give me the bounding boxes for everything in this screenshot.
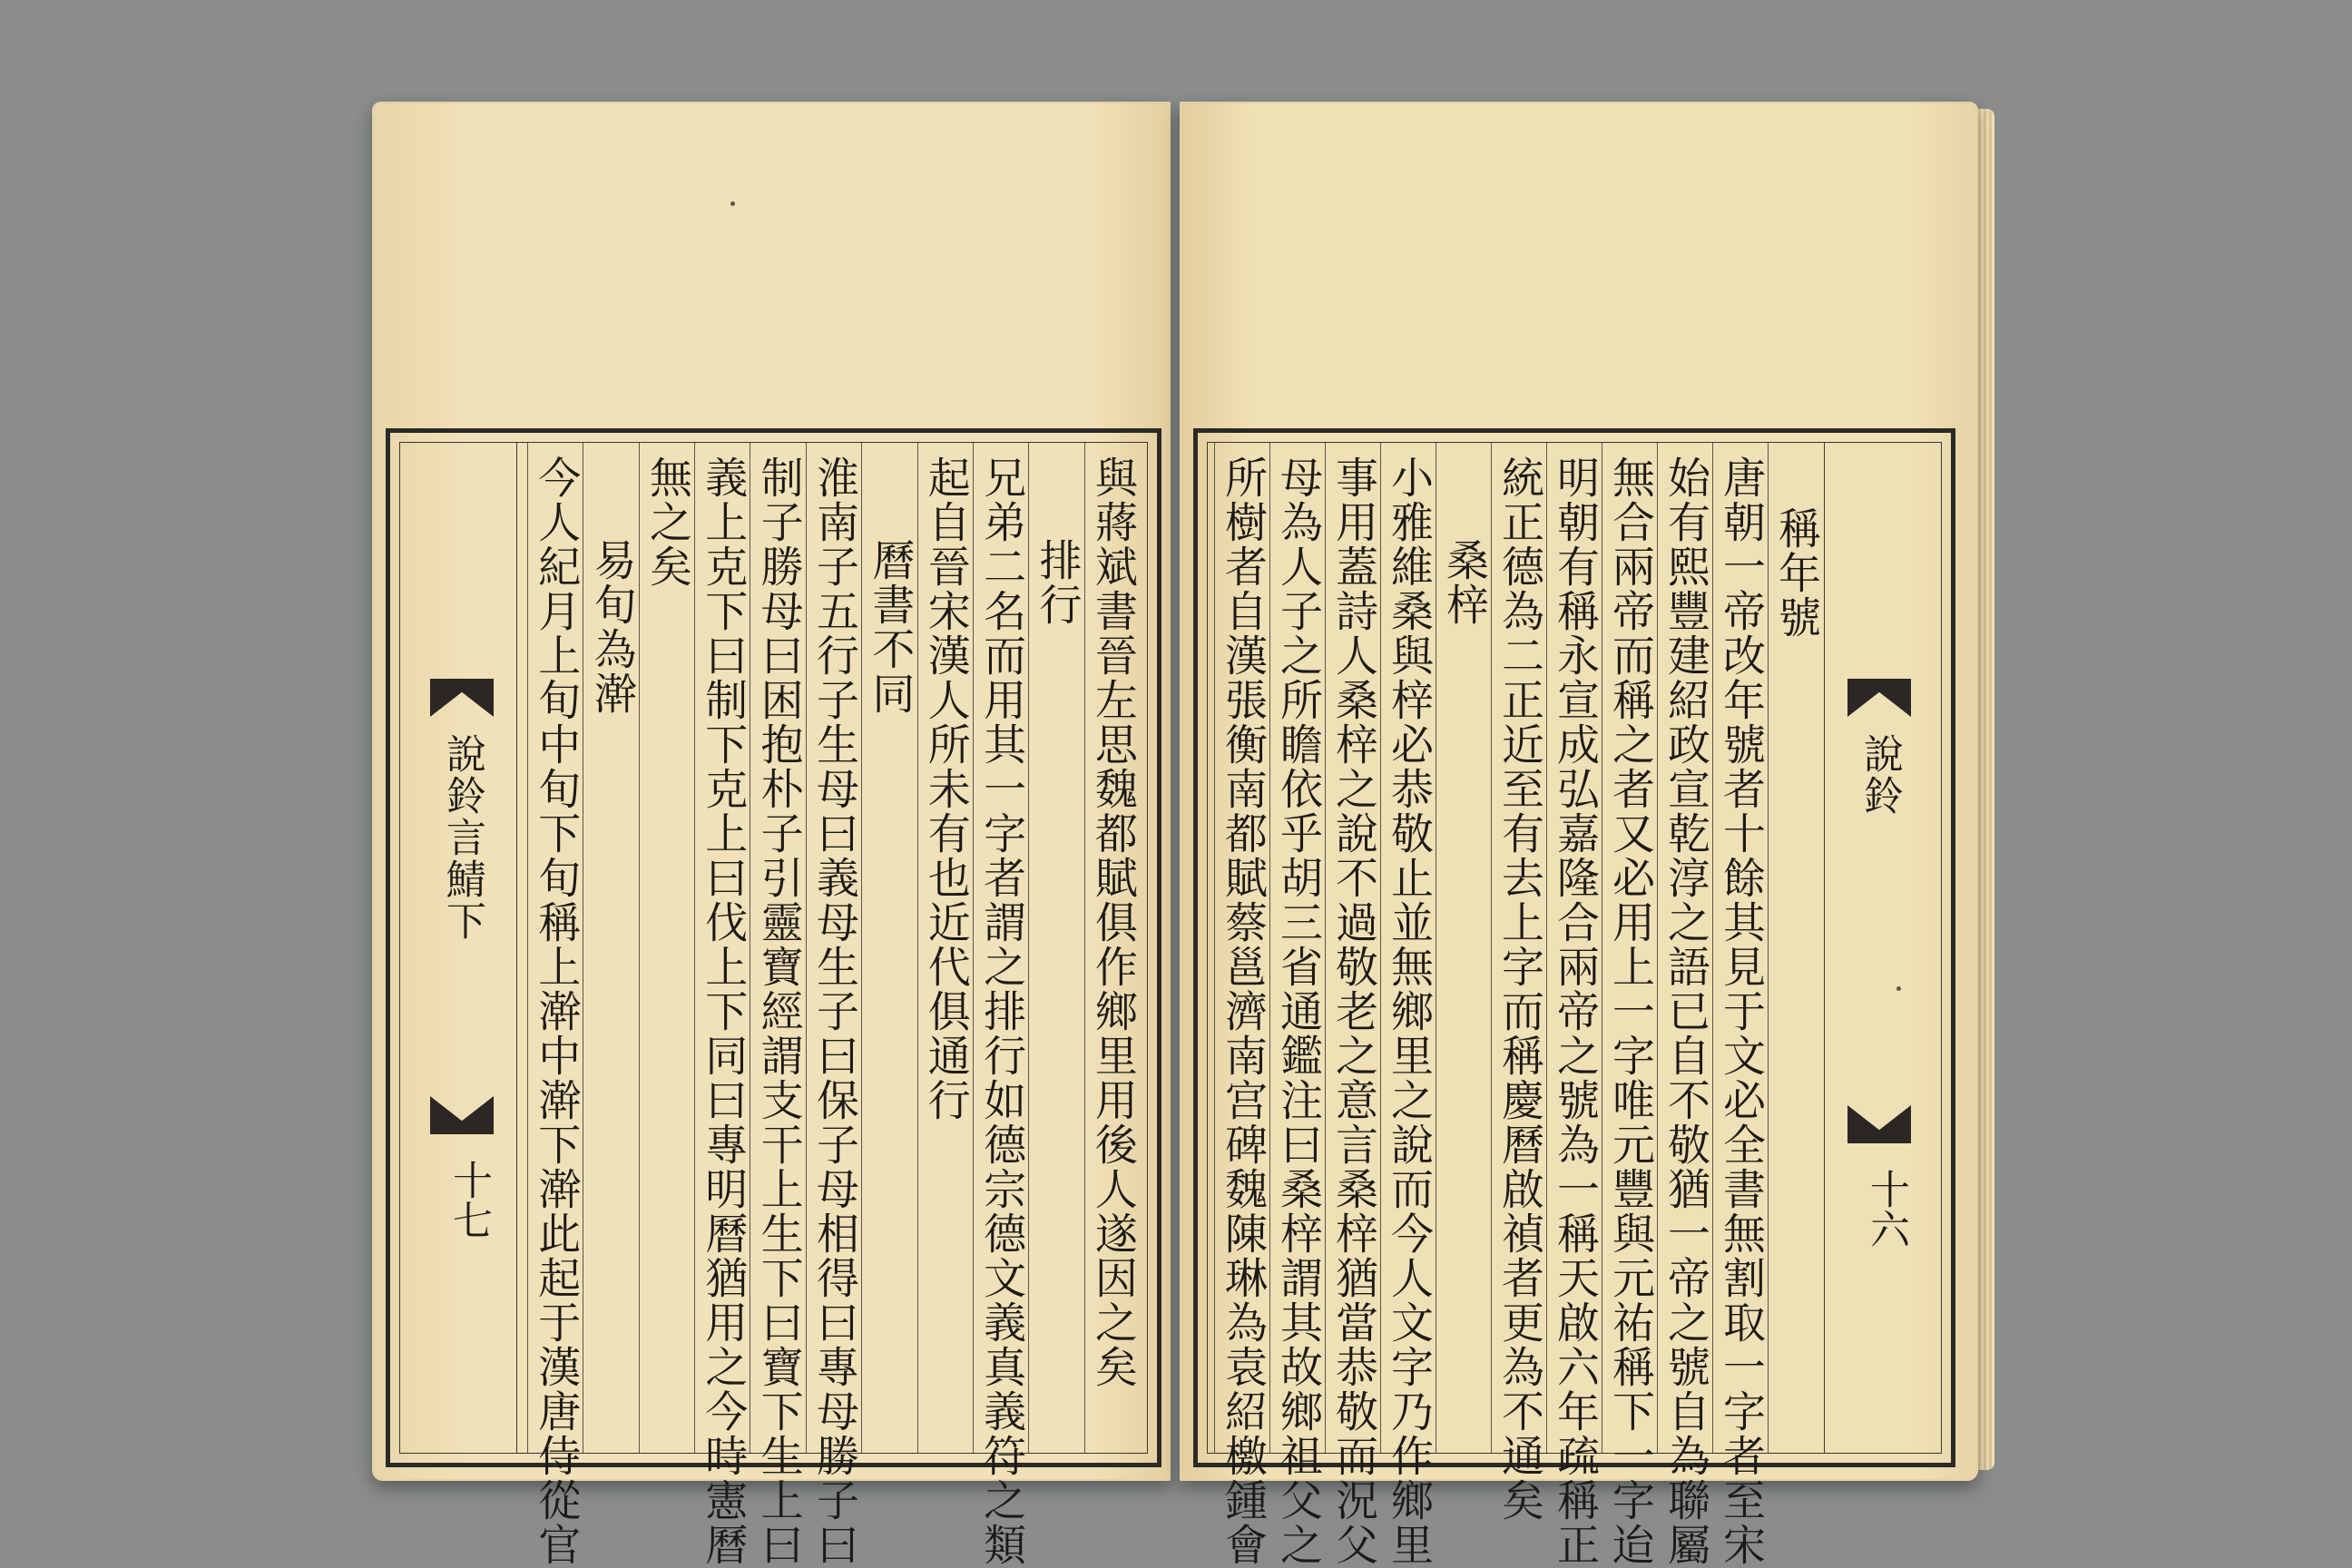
lower-fish-tail-mark [1847, 1105, 1911, 1143]
section-heading: 稱年號 [1771, 506, 1821, 640]
right-page-margin-strip [1824, 443, 1934, 1453]
left-columns [527, 443, 1140, 1567]
text-column [1491, 443, 1546, 1523]
column-text: 統正德為二正近至有去上字而稱慶曆啟禎者更為不通矣 [1494, 456, 1544, 1523]
column-text: 母為人子之所瞻依乎胡三省通鑑注曰桑梓謂其故鄉祖父之 [1273, 456, 1323, 1567]
upper-fish-tail-mark [430, 679, 494, 717]
margin-title: 說鈴言鯖下 [439, 733, 485, 942]
section-heading: 曆書不同 [865, 538, 916, 716]
upper-fish-tail-mark [1847, 679, 1911, 717]
right-page [1180, 102, 1978, 1567]
text-column [1269, 443, 1325, 1567]
column-text: 小雅維桑與梓必恭敬止並無鄉里之說而今人文字乃作鄉里 [1384, 456, 1434, 1567]
section-heading: 排行 [1032, 538, 1083, 627]
text-column [1546, 443, 1602, 1567]
folio-number: 十七 [446, 1160, 492, 1240]
column-text: 兄弟二名而用其一字者謂之排行如德宗德文義真義符之類 [976, 456, 1027, 1567]
folio-number: 十六 [1863, 1169, 1909, 1249]
section-heading: 桑梓 [1439, 538, 1489, 627]
text-column [750, 443, 805, 1567]
text-column [639, 443, 694, 1453]
left-inner-border [399, 442, 1148, 1567]
text-column [1084, 443, 1140, 1453]
column-text: 唐朝一帝改年號者十餘其見于文必全書無割取一字者至宋 [1716, 456, 1766, 1567]
text-column [861, 443, 916, 1453]
column-text: 淮南子五行子生母曰義母生子曰保子母相得曰專母勝子曰 [809, 456, 860, 1567]
page-stack-edge [1978, 109, 1994, 1470]
column-text: 無合兩帝而稱之者又必用上一字唯元豐與元祐稱下一字迨 [1605, 456, 1655, 1567]
text-column [1325, 443, 1380, 1567]
text-column [1657, 443, 1712, 1567]
column-text: 義上克下曰制下克上曰伐上下同曰專明曆猶用之今時憲曆 [698, 456, 749, 1567]
text-column [973, 443, 1028, 1567]
text-column [527, 443, 583, 1567]
column-text: 今人紀月上旬中旬下旬稱上澣中澣下澣此起于漢唐侍從官 [531, 456, 582, 1567]
text-column [1436, 443, 1491, 1453]
column-text: 制子勝母曰困抱朴子引靈寶經謂支干上生下曰寶下生上曰 [753, 456, 804, 1567]
text-column [1214, 443, 1269, 1567]
column-text: 起自晉宋漢人所未有也近代俱通行 [920, 456, 971, 1122]
text-column [583, 443, 638, 1453]
column-text: 所樹者自漢張衡南都賦蔡邕濟南宫碑魏陳琳為袁紹檄鍾會 [1218, 456, 1268, 1567]
right-inner-border [1207, 442, 1942, 1567]
text-column [1768, 443, 1823, 1453]
right-text-frame [1193, 428, 1955, 1567]
left-page [372, 102, 1171, 1567]
margin-title: 說鈴 [1857, 733, 1903, 817]
column-text: 事用蓋詩人桑梓之說不過敬老之意言桑梓猶當恭敬而況父 [1328, 456, 1378, 1567]
left-page-margin-strip [407, 443, 517, 1453]
column-text: 與蔣斌書晉左思魏都賦俱作鄉里用後人遂因之矣 [1087, 456, 1138, 1389]
text-column [806, 443, 861, 1567]
text-column [694, 443, 750, 1567]
text-column [1028, 443, 1083, 1453]
column-text: 明朝有稱永宣成弘嘉隆合兩帝之號為一稱天啟六年疏稱正 [1550, 456, 1600, 1567]
right-columns [1215, 443, 1823, 1567]
text-column [1712, 443, 1768, 1567]
paper-speck [730, 201, 735, 206]
text-column [917, 443, 973, 1453]
lower-fish-tail-mark [430, 1096, 494, 1134]
text-column [1380, 443, 1436, 1567]
section-heading: 易旬為澣 [586, 538, 637, 716]
text-column [1602, 443, 1657, 1567]
left-text-frame [386, 428, 1161, 1567]
column-text: 始有熙豐建紹政宣乾淳之語已自不敬猶一帝之號自為聯屬 [1661, 456, 1710, 1567]
column-text: 無之矣 [642, 456, 692, 589]
